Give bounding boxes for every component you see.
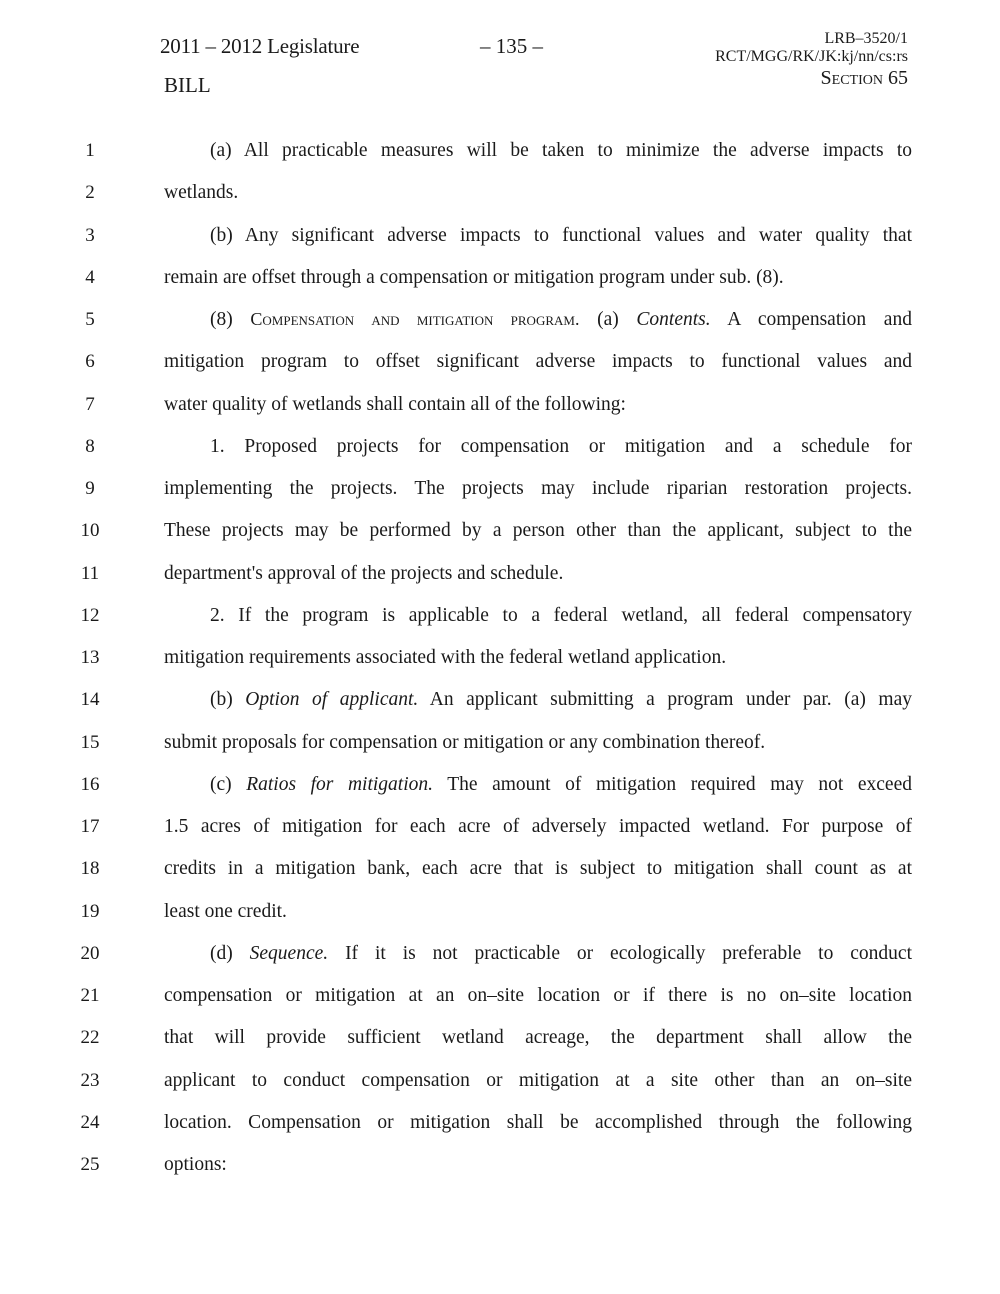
text-line <box>0 140 1000 170</box>
text-line <box>0 478 1000 508</box>
line-text <box>164 351 912 373</box>
text-line <box>0 901 1000 931</box>
line-number: 18 <box>80 858 100 880</box>
text-segment: (c) <box>210 773 247 795</box>
section-label: Section 65 <box>820 67 908 89</box>
line-number: 10 <box>80 520 100 542</box>
line-number: 20 <box>80 942 100 964</box>
text-line <box>0 858 1000 888</box>
line-number: 16 <box>80 773 100 795</box>
line-number: 1 <box>85 140 95 161</box>
text-line <box>0 267 1000 297</box>
line-number: 17 <box>80 816 100 837</box>
line-text <box>164 647 912 669</box>
line-number: 12 <box>80 604 100 626</box>
section-heading: Compensation and mitigation program. <box>250 309 580 329</box>
text-line <box>0 689 1000 719</box>
text-line <box>0 309 1000 339</box>
line-text <box>164 182 912 204</box>
text-segment: compensation or mitigation at an on–site location or if there is no on–site location <box>164 985 912 1006</box>
text-line <box>0 774 1000 804</box>
line-text <box>164 394 912 416</box>
text-segment: implementing the projects. The projects may include riparian restoration projects. <box>164 478 912 499</box>
subsection-title: Option of applicant. <box>245 689 419 711</box>
line-number: 2 <box>85 182 95 204</box>
line-number: 4 <box>85 266 95 288</box>
text-line <box>0 816 1000 846</box>
line-number: 7 <box>85 393 95 415</box>
legislature-label: 2011 – 2012 Legislature <box>160 34 360 58</box>
line-text <box>164 1070 912 1092</box>
text-segment: (b) Any significant adverse impacts to functional values and water quality that <box>210 224 912 246</box>
text-segment: (b) <box>210 689 246 711</box>
line-text <box>164 520 912 542</box>
text-segment: (d) <box>210 942 250 964</box>
text-segment: location. Compensation or mitigation shall be accomplished through the following <box>164 1111 912 1133</box>
line-text <box>164 816 912 838</box>
line-text <box>210 689 912 711</box>
line-text <box>210 774 912 796</box>
header-reference-block <box>715 31 908 88</box>
line-text <box>164 858 912 880</box>
text-line <box>0 563 1000 593</box>
line-number: 22 <box>80 1027 100 1049</box>
line-text <box>164 1027 912 1049</box>
text-line <box>0 605 1000 635</box>
line-text <box>164 1112 912 1134</box>
text-line <box>0 1070 1000 1100</box>
drafter-initials: RCT/MGG/RK/JK:kj/nn/cs:rs <box>715 48 908 65</box>
text-segment: If it is not practicable or ecologically preferable to conduct <box>328 942 912 964</box>
line-number: 6 <box>85 351 95 373</box>
text-line <box>0 351 1000 381</box>
line-number: 14 <box>80 689 100 711</box>
line-text <box>164 267 912 289</box>
text-segment: water quality of wetlands shall contain all of the following: <box>164 393 626 415</box>
text-segment: An applicant submitting a program under par. (a) may <box>418 689 912 711</box>
line-text <box>210 225 912 247</box>
text-line <box>0 182 1000 212</box>
line-text <box>164 563 912 585</box>
line-text <box>210 436 912 458</box>
text-line <box>0 1154 1000 1184</box>
text-segment: 1.5 acres of mitigation for each acre of adversely impacted wetland. For purpose of <box>164 816 912 837</box>
line-number: 25 <box>80 1154 100 1175</box>
text-segment: options: <box>164 1154 227 1175</box>
text-segment: (a) All practicable measures will be taken to minimize the adverse impacts to <box>210 140 912 161</box>
line-text <box>210 140 912 162</box>
text-segment: (a) <box>579 309 637 330</box>
line-number: 23 <box>80 1069 100 1091</box>
line-number: 11 <box>80 562 100 584</box>
line-number: 5 <box>85 309 95 330</box>
text-line <box>0 225 1000 255</box>
text-line <box>0 1027 1000 1057</box>
line-text <box>210 605 912 627</box>
text-segment: A compensation and <box>710 309 912 330</box>
line-text <box>164 901 912 923</box>
line-number: 15 <box>80 731 100 753</box>
subsection-title: Sequence. <box>249 942 329 964</box>
text-segment: The amount of mitigation required may not exceed <box>433 773 912 795</box>
text-segment: 1. Proposed projects for compensation or mitigation and a schedule for <box>210 435 912 457</box>
page-number: – 135 – <box>480 34 543 58</box>
line-text <box>164 478 912 500</box>
line-number: 24 <box>80 1111 100 1133</box>
document-type-label: BILL <box>164 73 211 97</box>
line-number: 8 <box>85 435 95 457</box>
line-number: 13 <box>80 647 100 668</box>
text-segment: 2. If the program is applicable to a federal wetland, all federal compensatory <box>210 604 912 626</box>
text-line <box>0 520 1000 550</box>
text-line <box>0 943 1000 973</box>
text-segment: least one credit. <box>164 900 287 922</box>
text-segment: mitigation requirements associated with the federal wetland application. <box>164 647 727 668</box>
line-number: 3 <box>85 224 95 246</box>
text-line <box>0 436 1000 466</box>
text-segment: remain are offset through a compensation or mitigation program under sub. (8). <box>164 266 784 288</box>
line-number: 19 <box>80 900 100 922</box>
text-segment: submit proposals for compensation or mitigation or any combination thereof. <box>164 731 766 753</box>
text-line <box>0 647 1000 677</box>
text-segment: that will provide sufficient wetland acreage, the department shall allow the <box>164 1027 912 1049</box>
lrb-number: LRB–3520/1 <box>824 30 908 47</box>
text-line <box>0 1112 1000 1142</box>
text-segment: These projects may be performed by a person other than the applicant, subject to the <box>164 520 912 542</box>
text-segment: (8) <box>210 309 251 330</box>
text-segment: applicant to conduct compensation or mitigation at a site other than an on–site <box>164 1069 912 1091</box>
text-line <box>0 732 1000 762</box>
text-segment: mitigation program to offset significant adverse impacts to functional values and <box>164 351 912 373</box>
text-segment: credits in a mitigation bank, each acre that is subject to mitigation shall count as at <box>164 858 912 880</box>
line-text <box>164 985 912 1007</box>
line-number: 9 <box>85 478 95 499</box>
line-text <box>210 943 912 965</box>
line-text <box>164 1154 912 1176</box>
text-line <box>0 394 1000 424</box>
subsection-title: Ratios for mitigation. <box>246 773 433 795</box>
line-text <box>210 309 912 331</box>
subsection-title: Contents. <box>636 309 711 330</box>
text-segment: wetlands. <box>164 182 239 204</box>
line-number: 21 <box>80 985 100 1006</box>
line-text <box>164 732 912 754</box>
text-line <box>0 985 1000 1015</box>
text-segment: department's approval of the projects and schedule. <box>164 562 564 584</box>
